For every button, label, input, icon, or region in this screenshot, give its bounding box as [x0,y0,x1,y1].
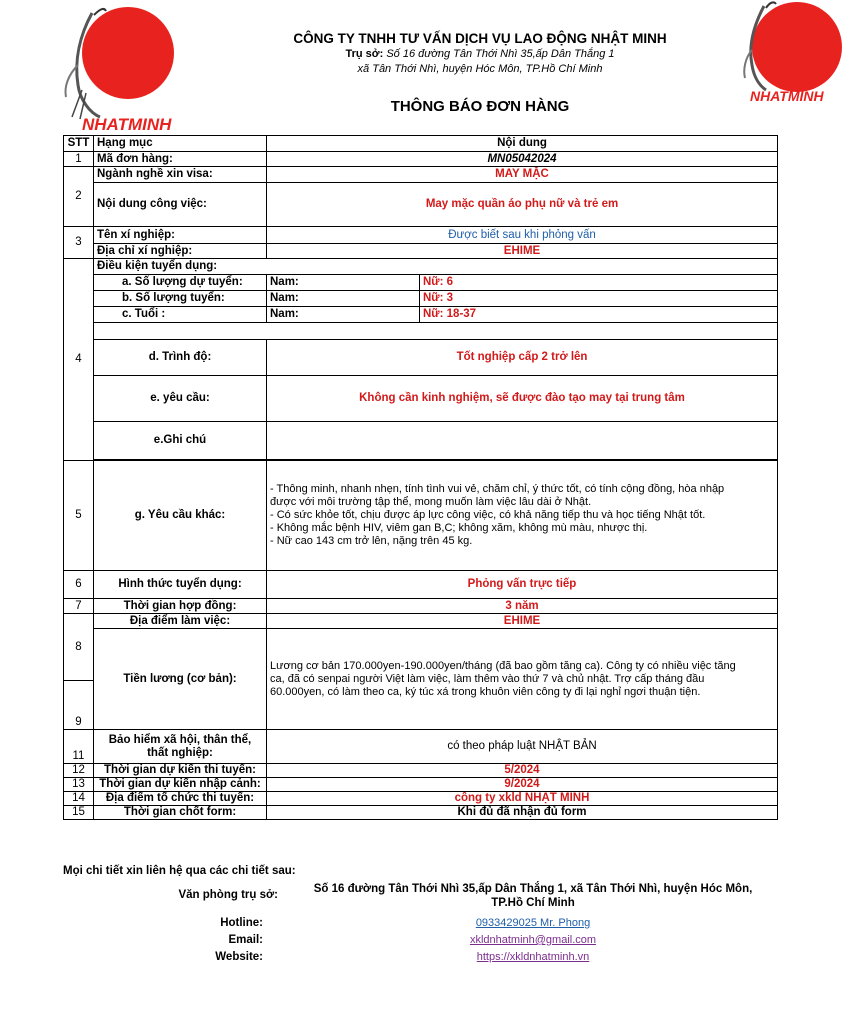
table-row [64,629,778,681]
requirement-line: - Thông minh, nhanh nhẹn, tính tình vui vẻ, chăm chỉ, ý thức tốt, có tính cộng đồng, hòa nhập [270,483,725,495]
female-count: Nữ: 6 [420,275,778,291]
logo-brand-text: NHATMINH [82,115,172,134]
company-logo-left [60,5,180,133]
office-address [288,882,778,910]
row-number: 1 [64,152,94,167]
salary-details [267,629,778,730]
row-number: 15 [64,806,94,820]
company-name: CÔNG TY TNHH TƯ VẤN DỊCH VỤ LAO ĐỘNG NHẬT MINH [293,31,667,46]
table-row [64,461,778,571]
male-count: Nam: [267,275,420,291]
row-number: 4 [64,259,94,461]
row-value: May mặc quần áo phụ nữ và trẻ em [267,183,778,227]
row-label: g. Yêu cầu khác: [94,461,267,571]
row-value: Được biết sau khi phỏng vấn [267,227,778,244]
page-title: THÔNG BÁO ĐƠN HÀNG [390,98,570,115]
row-label: Tiền lương (cơ bản): [94,629,267,730]
table-row [64,778,778,792]
row-label: c. Tuổi : [94,307,267,323]
row-value: EHIME [267,614,778,629]
row-value: Không cần kinh nghiệm, sẽ được đào tạo may tại trung tâm [267,376,778,422]
address-text: Số 16 đường Tân Thới Nhì 35,ấp Dân Thắng 1 [386,48,615,60]
crane-icon [60,5,180,133]
table-row [64,244,778,259]
table-row [64,227,778,244]
row-value: 3 năm [267,599,778,614]
table-row [64,167,778,183]
website-label: Website: [215,951,263,963]
table-row-spacer [64,323,778,340]
row-label: b. Số lượng tuyển: [94,291,267,307]
row-number: 11 [64,730,94,764]
row-value: Khi đủ đã nhận đủ form [267,806,778,820]
salary-line: Lương cơ bản 170.000yen-190.000yen/tháng (đã bao gồm tăng ca). Công ty có nhiều việc tăng [270,659,736,672]
hotline-link[interactable]: 0933429025 Mr. Phong [475,917,591,929]
male-age: Nam: [267,307,420,323]
table-row [64,571,778,599]
col-header-stt: STT [64,136,94,152]
table-row [64,792,778,806]
table-row [64,806,778,820]
section-title: Điều kiện tuyển dụng: [94,259,778,275]
row-number: 12 [64,764,94,778]
row-label: Tên xí nghiệp: [94,227,267,244]
row-number: 9 [64,681,94,730]
salary-line: ca, đã có senpai người Việt làm việc, làm thêm vào thứ 7 và chủ nhật. Trợ cấp tháng đầu [270,672,705,685]
label-line: Bảo hiểm xã hội, thân thể, [108,733,252,746]
row-label: a. Số lượng dự tuyển: [94,275,267,291]
hotline-label: Hotline: [220,917,263,929]
row-value [267,422,778,460]
table-row [64,376,778,422]
table-row [64,730,778,764]
row-label: e. yêu cầu: [94,376,267,422]
requirement-line: - Nữ cao 143 cm trở lên, nặng trên 45 kg. [270,535,473,547]
row-value: công ty xkld NHẬT MINH [267,792,778,806]
row-number: 7 [64,599,94,614]
office-label: Văn phòng trụ sở: [178,889,278,901]
row-value: Phỏng vấn trực tiếp [267,571,778,599]
row-value: 5/2024 [267,764,778,778]
row-value: 9/2024 [267,778,778,792]
table-header-row [64,136,778,152]
logo-brand-text: NHATMINH [750,88,824,104]
row-number: 3 [64,227,94,259]
email-label: Email: [228,934,263,946]
row-number: 8 [64,614,94,681]
row-number: 5 [64,461,94,571]
row-number: 2 [64,167,94,227]
male-count: Nam: [267,291,420,307]
row-label: Thời gian chốt form: [94,806,267,820]
table-row [64,307,778,323]
table-row [64,275,778,291]
col-header-content: Nội dung [267,136,778,152]
row-label: Thời gian hợp đồng: [94,599,267,614]
row-label: d. Trình độ: [94,340,267,376]
requirement-line: - Có sức khỏe tốt, chịu được áp lực công việc, có khả năng tiếp thu và học tiếng Nhật tốt. [270,509,706,521]
empty-cell [94,323,778,340]
row-label: Địa chỉ xí nghiệp: [94,244,267,259]
row-label: Thời gian dự kiến thi tuyển: [94,764,267,778]
table-row [64,259,778,275]
table-row [64,764,778,778]
table-row [64,422,778,460]
row-label: Mã đơn hàng: [94,152,267,167]
email-link[interactable]: xkldnhatminh@gmail.com [469,934,597,946]
table-row [64,340,778,376]
row-value: Tốt nghiệp cấp 2 trở lên [267,340,778,376]
row-label: Nội dung công việc: [94,183,267,227]
company-address-line2: xã Tân Thới Nhì, huyện Hóc Môn, TP.Hồ Chí Minh [357,63,603,75]
row-label: Thời gian dự kiến nhập cảnh: [94,778,267,792]
row-label: Địa điểm làm việc: [94,614,267,629]
table-row [64,599,778,614]
table-row [64,152,778,167]
address-label: Trụ sở: [345,48,384,60]
company-logo-right [742,0,843,108]
company-address-line1 [255,48,705,60]
row-label: e.Ghi chú [94,422,267,460]
table-row [64,291,778,307]
contact-intro: Mọi chi tiết xin liên hệ qua các chi tiết sau: [63,865,296,877]
order-table [63,135,778,820]
col-header-item: Hạng mục [94,136,267,152]
row-label: Hình thức tuyển dụng: [94,571,267,599]
row-label: Địa điểm tổ chức thi tuyển: [94,792,267,806]
row-value: EHIME [267,244,778,259]
label-line: thất nghiệp: [147,746,213,759]
requirement-line: - Không mắc bệnh HIV, viêm gan B,C; không xăm, không mù màu, nhược thị. [270,522,648,534]
table-row [64,614,778,629]
website-link[interactable]: https://xkldnhatminh.vn [476,951,590,963]
row-label: Ngành nghề xin visa: [94,167,267,183]
row-number: 6 [64,571,94,599]
female-age: Nữ: 18-37 [420,307,778,323]
row-value: có theo pháp luật NHẬT BẢN [267,730,778,764]
salary-line: 60.000yen, có làm theo ca, ký túc xá trong khuôn viên công ty đi lại nghỉ ngơi thuận tiện. [270,685,701,698]
requirement-line: được với môi trường tập thể, mong muốn làm việc lâu dài ở Nhật. [270,496,592,508]
female-count: Nữ: 3 [420,291,778,307]
row-value: MAY MẶC [267,167,778,183]
row-label [94,730,267,764]
other-requirements [267,461,778,571]
office-address-line: Số 16 đường Tân Thới Nhì 35,ấp Dân Thắng 1, xã Tân Thới Nhì, huyện Hóc Môn, [313,883,753,895]
order-code: MN05042024 [267,152,778,167]
row-number: 13 [64,778,94,792]
table-row [64,183,778,227]
office-address-line: TP.Hồ Chí Minh [491,897,575,909]
row-number: 14 [64,792,94,806]
